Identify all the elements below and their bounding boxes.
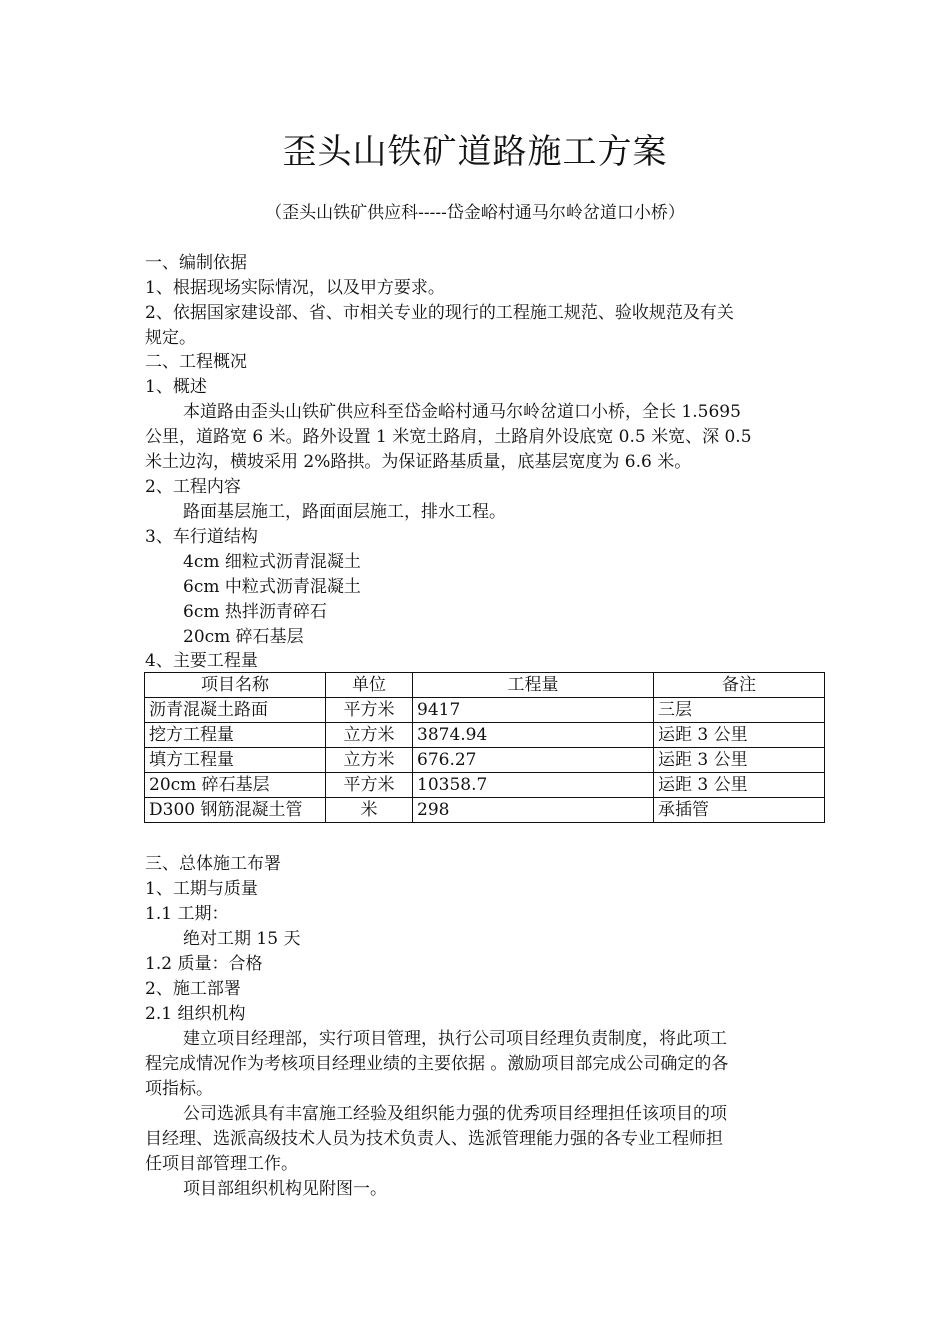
table-cell: 填方工程量 <box>145 748 326 773</box>
schedule-text: 绝对工期 15 天 <box>183 929 301 949</box>
table-row <box>145 748 825 773</box>
table-cell: D300 钢筋混凝土管 <box>145 798 326 823</box>
summary-line-2: 公里，道路宽 6 米。路外设置 1 米宽土路肩，土路肩外设底宽 0.5 米宽、深 0.5 <box>145 427 752 447</box>
organization-para-2-line-3: 任项目部管理工作。 <box>145 1154 298 1174</box>
structure-layer: 6cm 热拌沥青碎石 <box>183 602 327 622</box>
summary-line-3: 米土边沟，横坡采用 2%路拱。为保证路基质量，底基层宽度为 6.6 米。 <box>145 452 692 472</box>
table-row <box>145 698 825 723</box>
table-cell: 3874.94 <box>413 723 654 748</box>
table-cell: 20cm 碎石基层 <box>145 773 326 798</box>
table-cell: 立方米 <box>326 748 413 773</box>
organization-para-2-line-2: 目经理、选派高级技术人员为技术负责人、选派管理能力强的各专业工程师担 <box>145 1129 723 1149</box>
subheading-arrangement: 2、施工部署 <box>145 979 241 999</box>
table-cell: 三层 <box>654 698 825 723</box>
table-row <box>145 798 825 823</box>
subheading-content: 2、工程内容 <box>145 477 241 497</box>
subheading-quantities: 4、主要工程量 <box>145 651 258 671</box>
section-heading-overview: 二、工程概况 <box>145 352 247 372</box>
table-cell: 10358.7 <box>413 773 654 798</box>
quantities-table <box>144 672 825 823</box>
subheading-organization: 2.1 组织机构 <box>145 1004 246 1024</box>
table-cell: 298 <box>413 798 654 823</box>
table-cell: 挖方工程量 <box>145 723 326 748</box>
table-cell: 运距 3 公里 <box>654 773 825 798</box>
column-header: 工程量 <box>413 673 654 698</box>
table-cell: 676.27 <box>413 748 654 773</box>
basis-item-2-line-1: 2、依据国家建设部、省、市相关专业的现行的工程施工规范、验收规范及有关 <box>145 303 734 323</box>
document-subtitle: （歪头山铁矿供应科-----岱金峪村通马尔岭岔道口小桥） <box>265 203 685 223</box>
subheading-schedule-quality: 1、工期与质量 <box>145 879 258 899</box>
column-header: 项目名称 <box>145 673 326 698</box>
table-cell: 立方米 <box>326 723 413 748</box>
structure-layer: 20cm 碎石基层 <box>183 627 304 647</box>
table-cell: 平方米 <box>326 773 413 798</box>
table-cell: 承插管 <box>654 798 825 823</box>
subheading-structure: 3、车行道结构 <box>145 527 258 547</box>
table-header-row <box>145 673 825 698</box>
organization-para-1-line-1: 建立项目经理部，实行项目管理，执行公司项目经理负责制度，将此项工 <box>183 1029 727 1049</box>
table-row <box>145 773 825 798</box>
column-header: 单位 <box>326 673 413 698</box>
subheading-quality: 1.2 质量：合格 <box>145 954 263 974</box>
section-heading-deployment: 三、总体施工布署 <box>145 854 281 874</box>
table-cell: 运距 3 公里 <box>654 748 825 773</box>
structure-layer: 4cm 细粒式沥青混凝土 <box>183 552 361 572</box>
section-heading-basis: 一、编制依据 <box>145 253 247 273</box>
structure-layer: 6cm 中粒式沥青混凝土 <box>183 577 361 597</box>
table-cell: 运距 3 公里 <box>654 723 825 748</box>
organization-para-1-line-2: 程完成情况作为考核项目经理业绩的主要依据 。激励项目部完成公司确定的各 <box>145 1054 729 1074</box>
table-cell: 沥青混凝土路面 <box>145 698 326 723</box>
document-title: 歪头山铁矿道路施工方案 <box>282 132 668 172</box>
organization-chart-note: 项目部组织机构见附图一。 <box>183 1179 387 1199</box>
organization-para-2-line-1: 公司选派具有丰富施工经验及组织能力强的优秀项目经理担任该项目的项 <box>183 1104 727 1124</box>
subheading-schedule: 1.1 工期： <box>145 904 229 924</box>
table-cell: 9417 <box>413 698 654 723</box>
content-text: 路面基层施工，路面面层施工，排水工程。 <box>183 502 506 522</box>
table-cell: 米 <box>326 798 413 823</box>
summary-line-1: 本道路由歪头山铁矿供应科至岱金峪村通马尔岭岔道口小桥，全长 1.5695 <box>183 402 741 422</box>
table-row <box>145 723 825 748</box>
basis-item-1: 1、根据现场实际情况，以及甲方要求。 <box>145 278 445 298</box>
table-cell: 平方米 <box>326 698 413 723</box>
organization-para-1-line-3: 项指标。 <box>145 1079 213 1099</box>
subheading-summary: 1、概述 <box>145 377 207 397</box>
basis-item-2-line-2: 规定。 <box>145 328 196 348</box>
column-header: 备注 <box>654 673 825 698</box>
